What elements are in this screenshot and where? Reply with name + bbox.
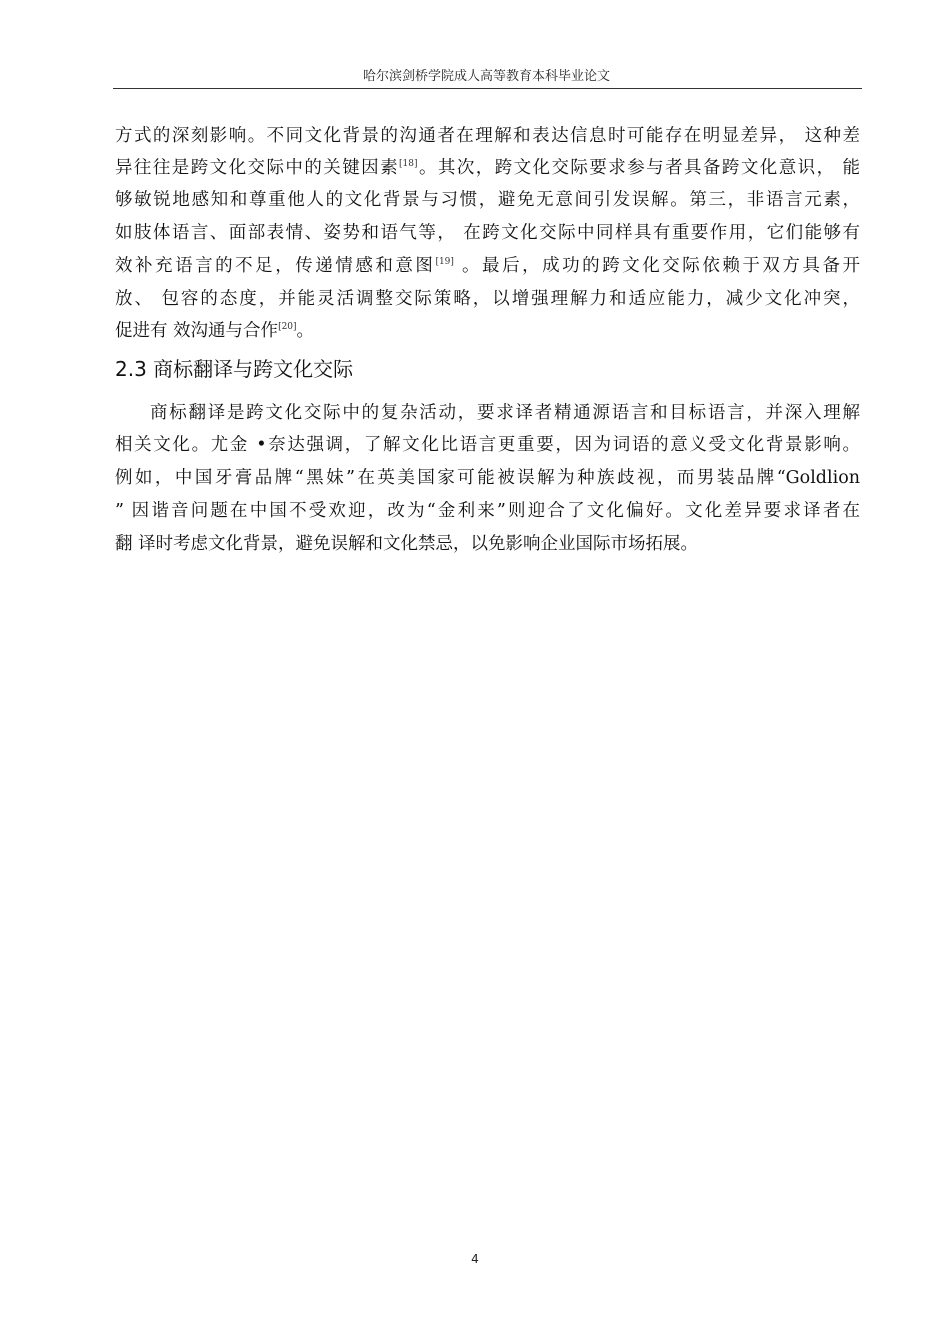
- running-header: 哈尔滨剑桥学院成人高等教育本科毕业论文: [362, 69, 610, 84]
- paragraph-line: 商标翻译是跨文化交际中的复杂活动，要求译者精通源语言和目标语言，并深入理解: [150, 403, 860, 423]
- paragraph-line: 例如，中国牙膏品牌“黑妹”在英美国家可能被误解为种族歧视，而男装品牌“Goldlion: [115, 468, 860, 488]
- paragraph-line: 相关文化。尤金 •奈达强调，了解文化比语言更重要，因为词语的意义受文化背景影响。: [115, 435, 860, 455]
- line-text: 效补充语言的不足，传递情感和意图: [115, 256, 436, 276]
- line-text: 异往往是跨文化交际中的关键因素: [115, 158, 400, 178]
- line-text: 。最后，成功的跨文化交际依赖于双方具备开: [453, 256, 861, 276]
- line-text: 。: [296, 321, 315, 341]
- paragraph-line: 放、 包容的态度，并能灵活调整交际策略，以增强理解力和适应能力，减少文化冲突，: [115, 289, 860, 309]
- header-rule: [113, 88, 862, 89]
- paragraph-line: [115, 319, 314, 343]
- citation-18: [18]: [399, 159, 418, 169]
- section-heading: 2.3 商标翻译与跨文化交际: [115, 357, 354, 381]
- line-text: 促进有 效沟通与合作: [115, 321, 279, 341]
- paragraph-line: [115, 156, 860, 180]
- page-number: 4: [471, 1252, 479, 1266]
- line-text: 。其次，跨文化交际要求参与者具备跨文化意识， 能: [417, 158, 861, 178]
- paragraph-line: ” 因谐音问题在中国不受欢迎，改为“金利来”则迎合了文化偏好。文化差异要求译者在: [115, 501, 860, 521]
- paragraph-line: [115, 254, 860, 278]
- paragraph-line: 够敏锐地感知和尊重他人的文化背景与习惯，避免无意间引发误解。第三，非语言元素，: [115, 190, 860, 210]
- paragraph-line: 如肢体语言、面部表情、姿势和语气等， 在跨文化交际中同样具有重要作用，它们能够有: [115, 223, 860, 243]
- paragraph-line: 方式的深刻影响。不同文化背景的沟通者在理解和表达信息时可能存在明显差异， 这种差: [115, 126, 860, 146]
- citation-20: [20]: [278, 322, 297, 332]
- paragraph-line: 翻 译时考虑文化背景，避免误解和文化禁忌，以免影响企业国际市场拓展。: [115, 534, 699, 554]
- citation-19: [19]: [435, 257, 454, 267]
